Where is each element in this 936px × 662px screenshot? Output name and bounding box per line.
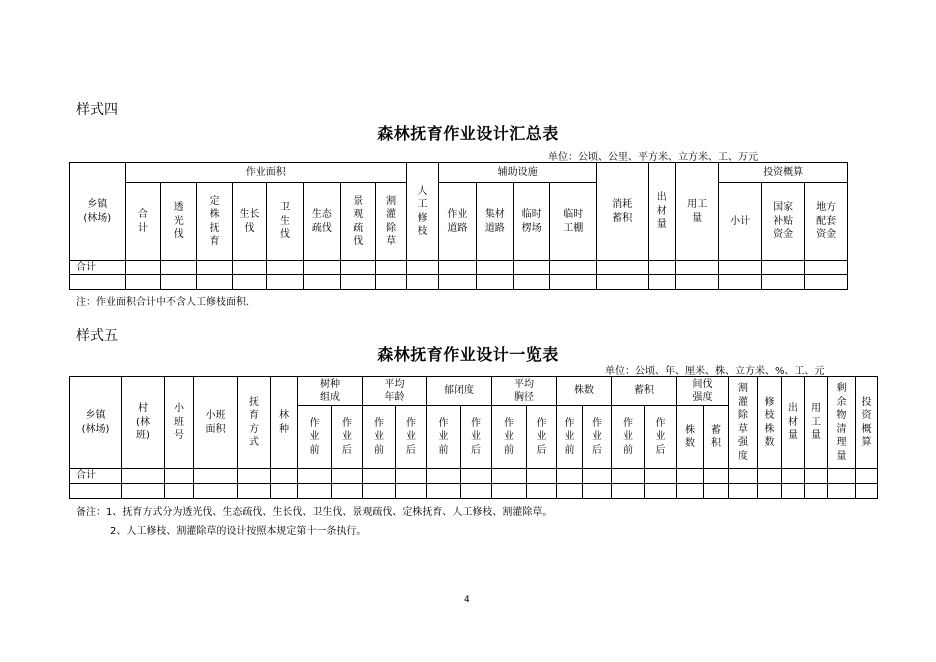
header-stock-volume: 蓄积	[612, 377, 677, 406]
table-row	[70, 484, 878, 499]
header-collection-road: 集材道路	[476, 183, 513, 261]
header-canopy-density: 郁闭度	[427, 377, 492, 406]
header-species-composition: 树种组成	[298, 377, 363, 406]
header-township: 乡镇(林场)	[70, 163, 126, 261]
header-township: 乡镇(林场)	[70, 377, 122, 469]
style-four-label: 样式四	[76, 102, 118, 118]
list-table	[69, 376, 878, 499]
header-stem-count: 株数	[557, 377, 612, 406]
header-before: 作业前	[557, 406, 583, 469]
header-shrub-removal: 割灌除草	[376, 183, 406, 261]
header-after: 作业后	[461, 406, 492, 469]
header-cut-intensity: 间伐强度	[677, 377, 729, 406]
header-mean-age: 平均年龄	[363, 377, 427, 406]
header-inv-subtotal: 小计	[719, 183, 761, 261]
header-tending-method: 抚育方式	[238, 377, 271, 469]
header-investment: 投资概算	[856, 377, 878, 469]
header-before: 作业前	[612, 406, 645, 469]
header-landscape-thinning: 景观疏伐	[341, 183, 376, 261]
header-pruned-stems: 修枝株数	[758, 377, 782, 469]
header-investment: 投资概算	[719, 163, 848, 183]
header-after: 作业后	[583, 406, 612, 469]
header-before: 作业前	[492, 406, 527, 469]
header-stems: 株数	[677, 406, 704, 469]
header-local-match: 地方配套资金	[805, 183, 848, 261]
summary-table-note: 注：作业面积合计中不含人工修枝面积.	[76, 297, 250, 308]
header-shrub-intensity: 割灌除草强度	[729, 377, 758, 469]
header-national-subsidy: 国家补贴资金	[761, 183, 805, 261]
header-subcompartment-no: 小班号	[165, 377, 194, 469]
header-before: 作业前	[298, 406, 332, 469]
total-row-label: 合计	[70, 261, 126, 275]
header-labor: 用工量	[675, 163, 719, 261]
header-timber-output: 出材量	[648, 163, 675, 261]
header-temp-shed: 临时工棚	[550, 183, 597, 261]
style-five-label: 样式五	[76, 328, 118, 344]
total-row	[70, 261, 848, 275]
total-row	[70, 469, 878, 484]
header-after: 作业后	[332, 406, 363, 469]
list-table-note-1: 备注：1、抚育方式分为透光伐、生态疏伐、生长伐、卫生伐、景观疏伐、定株抚育、人工修枝、割灌除草。	[76, 507, 553, 518]
header-subtotal: 合计	[125, 183, 160, 261]
header-subcompartment-area: 小班面积	[194, 377, 238, 469]
header-ecological-thinning: 生态疏伐	[303, 183, 340, 261]
header-labor: 用工量	[805, 377, 828, 469]
header-growth-cut: 生长伐	[232, 183, 266, 261]
header-work-area: 作业面积	[125, 163, 406, 183]
header-after: 作业后	[645, 406, 677, 469]
header-after: 作业后	[527, 406, 557, 469]
header-light-cut: 透光伐	[161, 183, 197, 261]
header-before: 作业前	[427, 406, 461, 469]
header-sanitation-cut: 卫生伐	[267, 183, 303, 261]
header-mean-dbh: 平均胸径	[492, 377, 557, 406]
header-village: 村(林班)	[122, 377, 165, 469]
header-aux-facilities: 辅助设施	[439, 163, 597, 183]
header-volume-consumed: 消耗蓄积	[596, 163, 648, 261]
list-table-unit: 单位：公顷、年、厘米、株、立方米、%、工、元	[605, 366, 825, 377]
header-residue: 剩余物清理量	[828, 377, 856, 469]
header-before: 作业前	[363, 406, 396, 469]
header-pruning: 人工修枝	[406, 163, 438, 261]
list-table-note-2: 2、人工修枝、割灌除草的设计按照本规定第十一条执行。	[110, 526, 367, 537]
table-row	[70, 275, 848, 290]
header-volume: 蓄积	[704, 406, 729, 469]
header-work-road: 作业道路	[439, 183, 476, 261]
summary-table-title: 森林抚育作业设计汇总表	[377, 124, 559, 143]
header-forest-type: 林种	[271, 377, 298, 469]
header-temp-landing: 临时楞场	[514, 183, 550, 261]
header-fixed-tending: 定株抚育	[197, 183, 232, 261]
page-number: 4	[464, 595, 470, 605]
header-timber-output: 出材量	[782, 377, 805, 469]
summary-table-unit: 单位：公顷、公里、平方米、立方米、工、万元	[548, 152, 758, 163]
summary-table	[69, 162, 848, 290]
list-table-title: 森林抚育作业设计一览表	[377, 345, 559, 364]
total-row-label: 合计	[70, 469, 122, 484]
header-after: 作业后	[396, 406, 427, 469]
